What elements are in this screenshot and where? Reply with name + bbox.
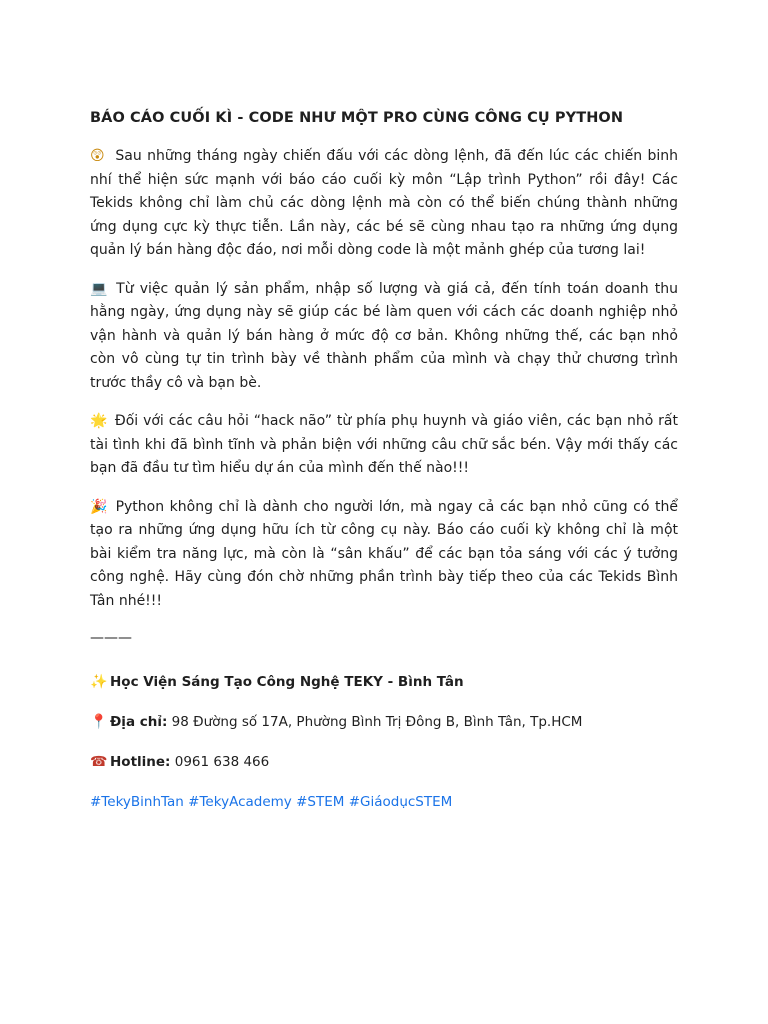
paragraph-app [90, 278, 678, 396]
hashtag-link[interactable]: #STEM [296, 794, 345, 810]
paragraph-text: Sau những tháng ngày chiến đấu với các dòng lệnh, đã đến lúc các chiến binh nhí thể hiện sức mạnh với báo cáo cuối kỳ môn “Lập trình Python” rồi đây! Các Tekids không chỉ làm chủ các dòng lệnh mà còn có thể biến chúng thành những ứng dụng cực kỳ thực tiễn. Lần này, các bé sẽ cùng nhau tạo ra những ứng dụng quản lý bán hàng độc đáo, nơi mỗi dòng code là một mảnh ghép của tương lai! [90, 148, 678, 258]
org-name: Học Viện Sáng Tạo Công Nghệ TEKY - Bình Tân [110, 674, 464, 690]
laptop-icon: 💻 [90, 280, 108, 297]
paragraph-text: Python không chỉ là dành cho người lớn, mà ngay cả các bạn nhỏ cũng có thể tạo ra những ứng dụng hữu ích từ công cụ này. Báo cáo cuối kỳ không chỉ là một bài kiểm tra năng lực, mà còn là “sân khấu” để các bạn tỏa sáng với các ý tưởng công nghệ. Hãy cùng đón chờ những phần trình bày tiếp theo của các Tekids Bình Tân nhé!!! [90, 498, 678, 609]
address-value: 98 Đường số 17A, Phường Bình Trị Đông B, Bình Tân, Tp.HCM [167, 714, 583, 730]
party-popper-icon: 🎉 [90, 498, 108, 515]
telephone-icon: ☎ [90, 754, 108, 770]
paragraph-python [90, 496, 678, 614]
hashtag-link[interactable]: #GiáodụcSTEM [348, 794, 453, 810]
hashtags [90, 792, 678, 812]
hotline-value: 0961 638 466 [170, 754, 270, 770]
divider: ——— [90, 630, 132, 646]
org-line [90, 672, 678, 692]
address-line [90, 712, 678, 732]
hotline-label: Hotline: [110, 754, 171, 770]
hotline-line [90, 752, 678, 772]
address-label: Địa chỉ: [110, 714, 168, 730]
exploding-head-icon: 😲 [90, 148, 105, 164]
paragraph-intro [90, 145, 678, 263]
paragraph-text: Đối với các câu hỏi “hack não” từ phía phụ huynh và giáo viên, các bạn nhỏ rất tài tình khi đã bình tĩnh và phản biện với những câu chữ sắc bén. Vậy mới thấy các bạn đã đầu tư tìm hiểu dự án của mình đến thế nào!!! [90, 413, 678, 476]
pin-icon: 📍 [90, 714, 108, 730]
hashtag-link[interactable]: #TekyAcademy [188, 794, 292, 810]
document-title: BÁO CÁO CUỐI KÌ - CODE NHƯ MỘT PRO CÙNG CÔNG CỤ PYTHON [90, 110, 624, 126]
hashtag-link[interactable]: #TekyBinhTan [90, 794, 184, 810]
glowing-star-icon: 🌟 [90, 413, 108, 429]
sparkles-icon: ✨ [90, 674, 108, 690]
paragraph-text: Từ việc quản lý sản phẩm, nhập số lượng và giá cả, đến tính toán doanh thu hằng ngày, ứng dụng này sẽ giúp các bé làm quen với cách các doanh nghiệp nhỏ vận hành và quản lý bán hàng ở mức độ cơ bản. Không những thế, các bạn nhỏ còn vô cùng tự tin trình bày về thành phẩm của mình và chạy thử chương trình trước thầy cô và bạn bè. [90, 280, 678, 391]
paragraph-questions [90, 410, 678, 481]
